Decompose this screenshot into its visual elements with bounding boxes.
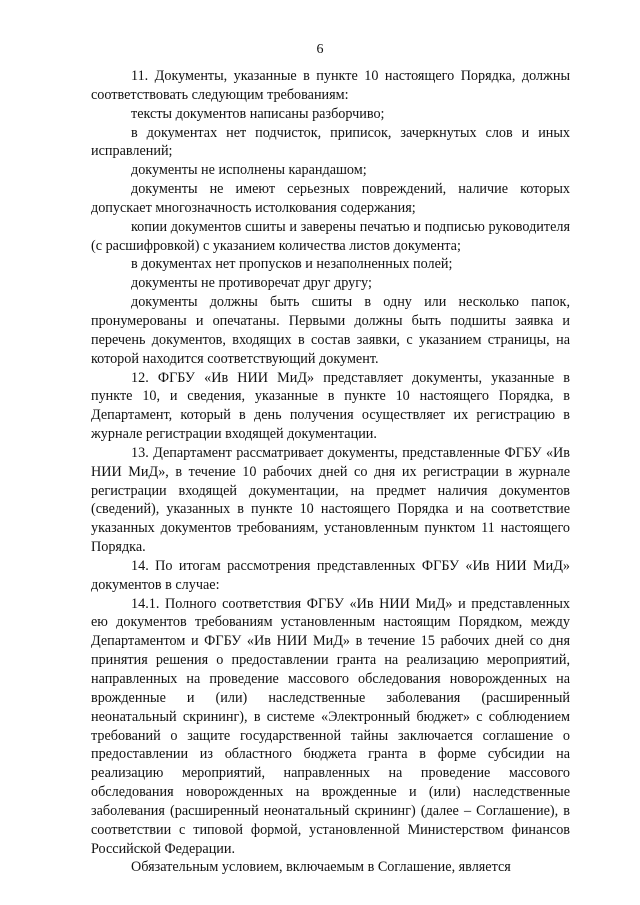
paragraph: документы должны быть сшиты в одну или несколько папок, пронумерованы и опечатаны. Первыми должны быть подшиты заявка и перечень документов, входящих в состав заявки, с указанием страницы, на которой находится соответствующий документ. xyxy=(91,294,570,367)
page-number: 6 xyxy=(316,42,324,57)
paragraph: документы не исполнены карандашом; xyxy=(131,162,367,179)
paragraph: 14. По итогам рассмотрения представленных ФГБУ «Ив НИИ МиД» документов в случае: xyxy=(91,557,570,593)
paragraph: 14.1. Полного соответствия ФГБУ «Ив НИИ МиД» и представленных ею документов требованиям установленным настоящим Порядком, между Департаментом и ФГБУ «Ив НИИ МиД» в течение 15 рабочих дней со дня принятия решения о предоставлении гранта на реализацию мероприятий, направленных на проведение массового обследования новорожденных на врожденные и (или) наследственные заболевания (расширенный неонатальный скрининг), в системе «Электронный бюджет» с соблюдением требований о защите государственной тайны заключается соглашение о предоставлении из областного бюджета гранта в форме субсидии на реализацию мероприятий, направленных на проведение массового обследования новорожденных на врожденные и (или) наследственные заболевания (расширенный неонатальный скрининг) (далее – Соглашение), в соответствии с типовой формой, установленной Министерством финансов Российской Федерации. xyxy=(91,595,570,857)
paragraph: документы не противоречат друг другу; xyxy=(131,275,372,292)
document-body xyxy=(91,67,570,877)
paragraph: в документах нет пропусков и незаполненных полей; xyxy=(131,256,453,273)
paragraph: 13. Департамент рассматривает документы, представленные ФГБУ «Ив НИИ МиД», в течение 10 рабочих дней со дня их регистрации в журнале регистрации входящей документации, на предмет наличия документов (сведений), указанных в пункте 10 настоящего Порядка и на соответствие указанных документов требованиям, установленным пунктом 11 настоящего Порядка. xyxy=(91,444,570,556)
paragraph: Обязательным условием, включаемым в Соглашение, является xyxy=(131,859,511,876)
paragraph: копии документов сшиты и заверены печатью и подписью руководителя (с расшифровкой) с указанием количества листов документа; xyxy=(91,218,570,254)
paragraph: документы не имеют серьезных повреждений, наличие которых допускает многозначность истолкования содержания; xyxy=(91,181,570,216)
paragraph: 12. ФГБУ «Ив НИИ МиД» представляет документы, указанные в пункте 10, и сведения, указанные в пункте 10 настоящего Порядка, в Департамент, который в день получения осуществляет их регистрацию в журнале регистрации входящей документации. xyxy=(91,369,570,443)
paragraph: тексты документов написаны разборчиво; xyxy=(131,105,385,122)
paragraph: 11. Документы, указанные в пункте 10 настоящего Порядка, должны соответствовать следующим требованиям: xyxy=(91,68,570,103)
paragraph: в документах нет подчисток, приписок, зачеркнутых слов и иных исправлений; xyxy=(91,124,570,160)
